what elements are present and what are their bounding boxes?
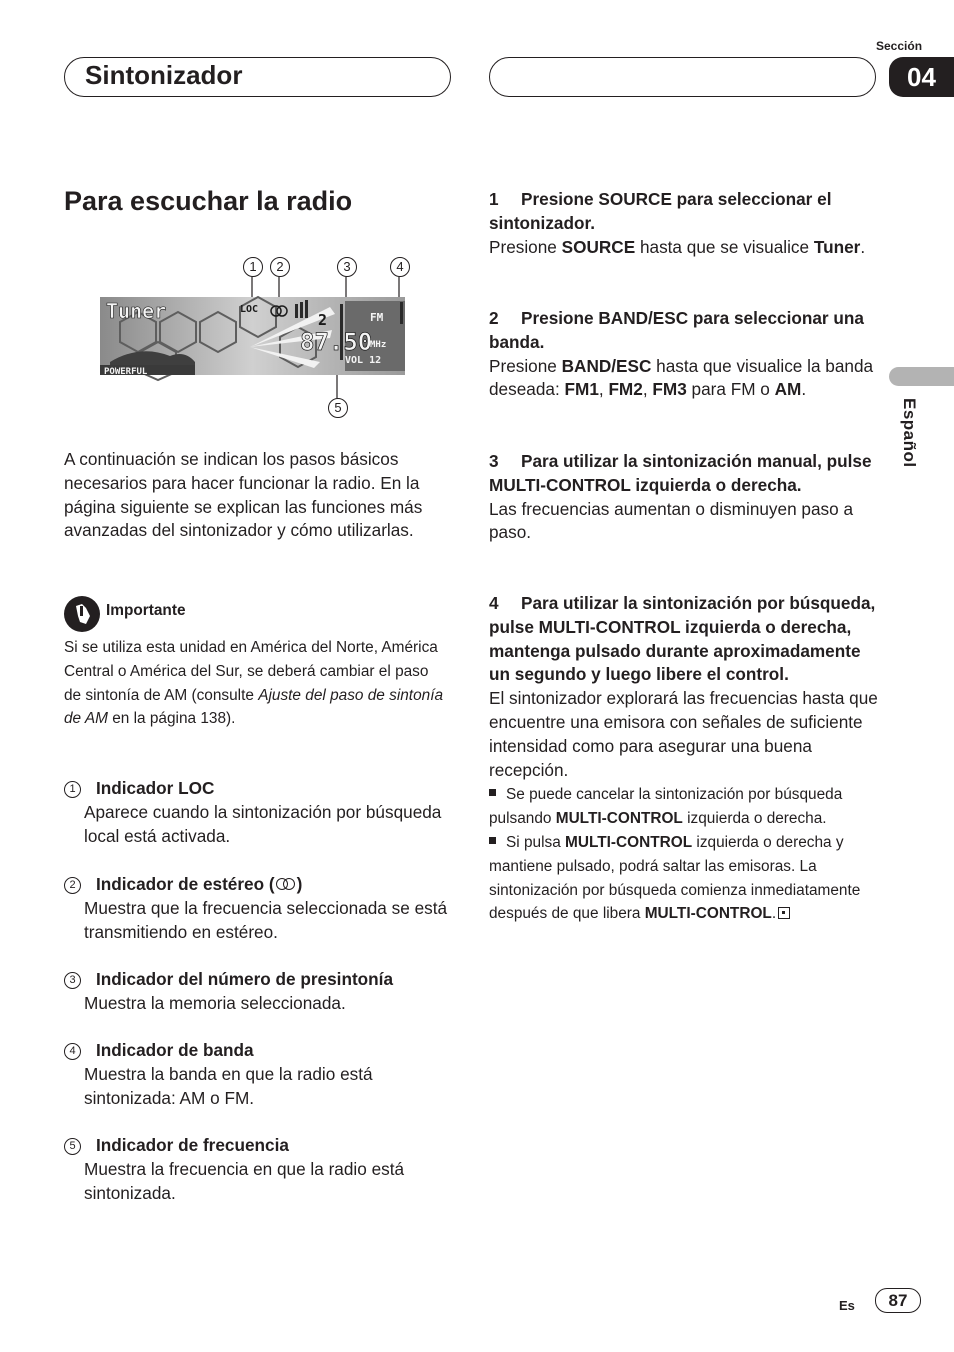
display-loc-text: LOC	[240, 304, 259, 315]
indicator-description: Muestra la banda en que la radio está sintonizada: AM o FM.	[84, 1063, 373, 1108]
indicator-number: 2	[64, 877, 81, 894]
step-body-text: Presione	[489, 236, 562, 257]
important-text-reference: Ajuste del paso de sintonía de AM	[64, 686, 444, 728]
indicator-number: 1	[64, 781, 81, 798]
important-text-before: Si se utiliza esta unidad en América del Norte, América Central o América del Sur, se deberá cambiar el paso de sintonía de AM (consulte	[64, 639, 438, 704]
indicator-item	[64, 1134, 450, 1205]
step-number: 1	[489, 189, 499, 209]
indicator-title: Indicador LOC	[96, 778, 215, 798]
footer-lang-code: Es	[839, 1298, 855, 1313]
step-1	[489, 188, 879, 259]
indicator-description: Muestra la frecuencia en que la radio está sintonizada.	[84, 1158, 405, 1203]
language-tab	[889, 367, 954, 386]
step-body-text: hasta que visualice la banda deseada:	[489, 355, 874, 400]
step-body-text: .	[860, 236, 866, 257]
note-text: izquierda o derecha y mantiene pulsado, podrá saltar las emisoras. La sintonización por búsqueda comienza inmediatamente después de que libera	[489, 833, 861, 923]
step-body-key: SOURCE	[561, 236, 636, 257]
page-title: Para escuchar la radio	[64, 186, 353, 216]
step-heading	[489, 307, 879, 355]
indicator-title: Indicador de banda	[96, 1040, 254, 1060]
bullet-square-icon	[489, 789, 496, 796]
step-3	[489, 450, 879, 545]
note-key: MULTI-CONTROL	[555, 810, 683, 828]
step-4	[489, 592, 879, 926]
step-body-text: para FM o	[686, 379, 775, 400]
step-body	[489, 236, 879, 260]
step-body-text: ,	[598, 379, 609, 400]
indicator-title: Indicador del número de presintonía	[96, 969, 394, 989]
bullet-square-icon	[489, 837, 496, 844]
display-volume-text: VOL 12	[345, 355, 382, 366]
indicator-heading	[64, 968, 450, 992]
indicator-item	[64, 968, 450, 1016]
step-number: 3	[489, 451, 499, 471]
step-body-text: hasta que se visualice	[635, 236, 814, 257]
step-body-key: AM	[774, 379, 802, 400]
step-heading-text: Presione BAND/ESC para seleccionar una banda.	[489, 308, 864, 352]
display-frequency-text: 87.50	[300, 328, 373, 356]
stereo-icon	[275, 877, 297, 891]
note-key: MULTI-CONTROL	[565, 833, 693, 851]
indicator-title: Indicador de frecuencia	[96, 1135, 289, 1155]
step-number: 4	[489, 593, 499, 613]
indicator-description: Aparece cuando la sintonización por búsqueda local está activada.	[84, 801, 442, 846]
indicator-description: Muestra que la frecuencia seleccionada se está transmitiendo en estéreo.	[84, 897, 448, 942]
note-text: Si pulsa	[506, 833, 566, 851]
step-heading	[489, 188, 879, 236]
indicator-number: 4	[64, 1043, 81, 1060]
step-heading-text: Para utilizar la sintonización manual, pulse MULTI-CONTROL izquierda o derecha.	[489, 451, 872, 495]
callout-1: 1	[243, 257, 263, 277]
indicator-title: Indicador de estéreo (	[96, 874, 275, 894]
important-label: Importante	[106, 602, 186, 619]
note-item	[489, 831, 879, 926]
indicator-item	[64, 873, 450, 944]
callout-5: 5	[328, 398, 348, 418]
display-screen-graphic	[100, 252, 410, 422]
indicator-number: 3	[64, 972, 81, 989]
callout-3: 3	[337, 257, 357, 277]
header-title: Sintonizador	[85, 60, 243, 90]
indicator-item	[64, 777, 450, 848]
step-2	[489, 307, 879, 402]
important-icon	[64, 596, 100, 632]
callout-4: 4	[390, 257, 410, 277]
display-illustration	[100, 252, 410, 422]
note-text: .	[771, 905, 777, 923]
callout-2: 2	[270, 257, 290, 277]
step-body: El sintonizador explorará las frecuencias hasta que encuentre una emisora con señales de suficiente intensidad como para asegurar una buena recepción.	[489, 688, 878, 780]
section-label: Sección	[876, 39, 923, 53]
step-body-text: Presione	[489, 355, 562, 376]
display-preset-text: 2	[318, 311, 328, 329]
step-body	[489, 355, 879, 403]
step-heading-text: Para utilizar la sintonización por búsqueda, pulse MULTI-CONTROL izquierda o derecha, mantenga pulsado durante aproximadamente un segundo y luego libere el control.	[489, 593, 876, 685]
step-heading	[489, 450, 879, 498]
step-body-text: .	[801, 379, 807, 400]
step-number: 2	[489, 308, 499, 328]
step-body-key: FM1	[564, 379, 599, 400]
note-key: MULTI-CONTROL	[644, 905, 772, 923]
step-body-text: ,	[642, 379, 653, 400]
step-body-key: FM2	[608, 379, 643, 400]
display-tuner-text: Tuner	[106, 299, 167, 323]
indicator-heading	[64, 777, 450, 801]
page-number: 87	[875, 1288, 921, 1313]
warning-hand-icon	[64, 596, 100, 632]
language-label: Español	[900, 398, 919, 468]
indicator-title-end: )	[296, 874, 303, 894]
intro-paragraph: A continuación se indican los pasos básicos necesarios para hacer funcionar la radio. En la página siguiente se explican las funciones más avanzadas del sintonizador y cómo utilizarlas.	[64, 449, 423, 541]
step-body-key: FM3	[652, 379, 687, 400]
indicator-number: 5	[64, 1138, 81, 1155]
note-item	[489, 783, 879, 831]
indicator-heading	[64, 1134, 450, 1158]
important-text-after: en la página 138).	[107, 710, 236, 728]
display-mhz-text: MHz	[370, 340, 387, 350]
section-number: 04	[889, 57, 954, 97]
indicator-heading	[64, 1039, 450, 1063]
step-body-key: Tuner	[813, 236, 861, 257]
step-heading-text: Presione SOURCE para seleccionar el sintonizador.	[489, 189, 832, 233]
indicator-heading	[64, 873, 450, 897]
step-heading	[489, 592, 879, 687]
indicator-description: Muestra la memoria seleccionada.	[84, 992, 346, 1013]
note-text: izquierda o derecha.	[682, 810, 827, 828]
note-text: Se puede cancelar la sintonización por búsqueda pulsando	[489, 786, 843, 828]
header-blank-frame	[489, 57, 876, 97]
important-text	[64, 636, 444, 731]
step-body: Las frecuencias aumentan o disminuyen paso a paso.	[489, 498, 854, 543]
indicator-item	[64, 1039, 450, 1110]
step-body-key: BAND/ESC	[561, 355, 652, 376]
display-band-text: FM	[370, 311, 384, 324]
display-power-text: POWERFUL	[104, 367, 148, 377]
end-of-section-icon	[778, 907, 790, 919]
